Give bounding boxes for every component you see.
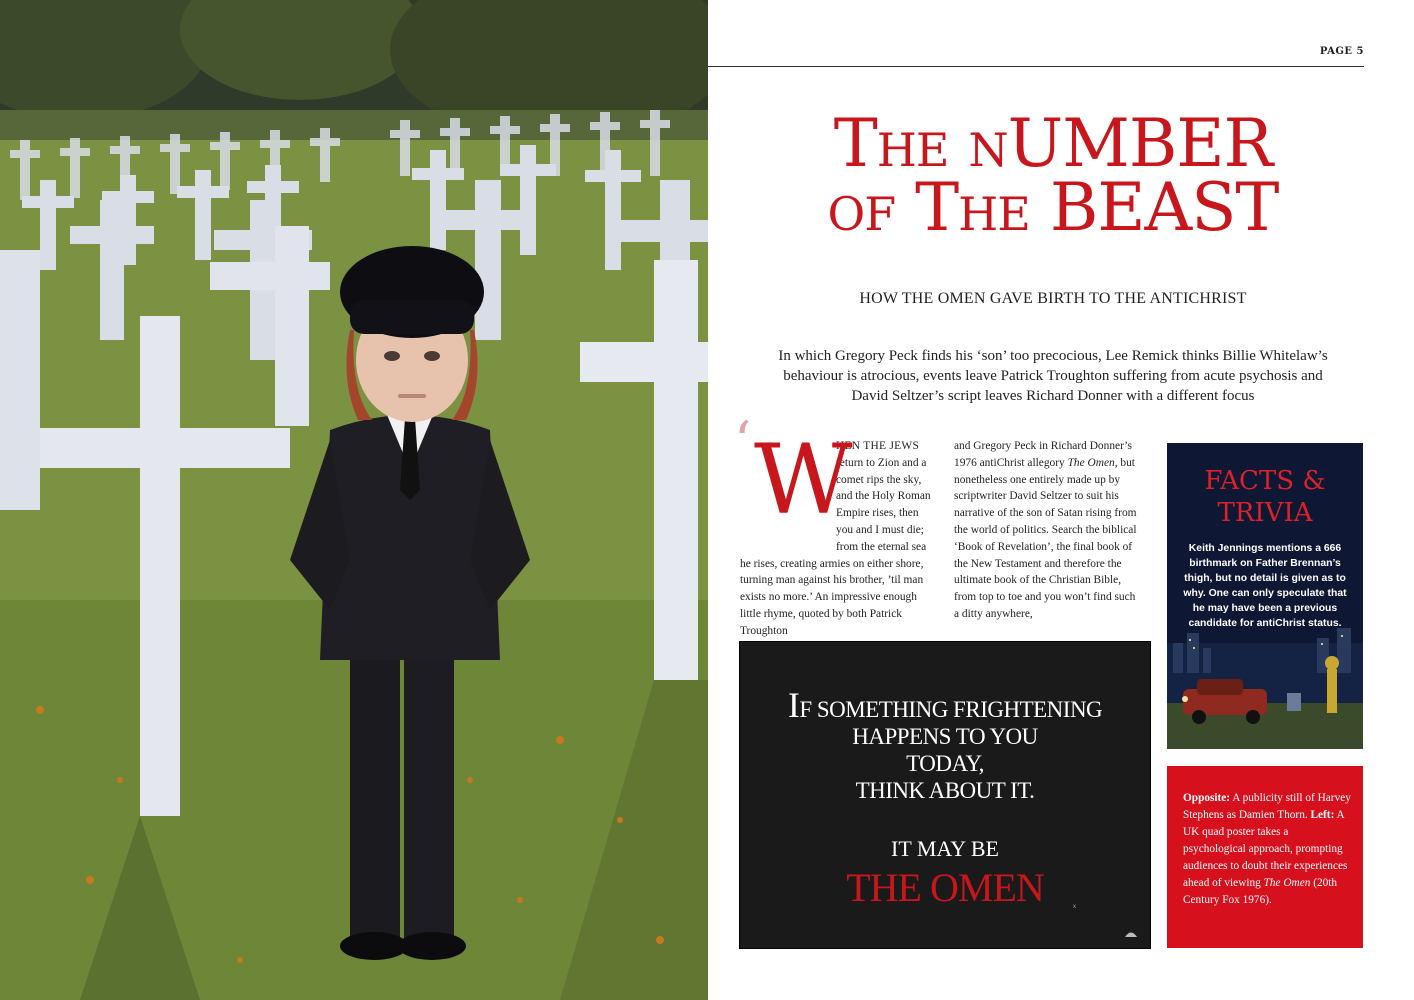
subheading: HOW THE OMEN GAVE BIRTH TO THE ANTICHRIST — [859, 290, 1247, 307]
facts-title — [1167, 465, 1363, 529]
article-column-2 — [954, 438, 1140, 623]
caption-text-2: A UK quad poster takes a psychological approach, prompting audiences to doubt their experiences ahead of viewing — [1183, 809, 1348, 889]
facts-trivia-box — [1167, 443, 1363, 749]
headline — [740, 105, 1366, 246]
standfirst: In which Gregory Peck finds his ‘son’ too precocious, Lee Remick thinks Billie Whitelaw’s behaviour is atrocious, events leave Patrick Troughton suffering from acute psychosis and David Seltzer’s script leaves Richard Donner with a different focus — [778, 348, 1328, 404]
poster-it-may-be: IT MAY BE — [891, 836, 999, 861]
caption-label-opposite: Opposite: — [1183, 792, 1231, 804]
headline-line-2: of The BEAST — [827, 169, 1279, 246]
poster-rating: x — [1073, 904, 1076, 910]
poster-tagline-line-4: THINK ABOUT IT. — [855, 778, 1035, 803]
caption-label-left: Left: — [1310, 809, 1335, 821]
headline-line-1: The nUMBER — [833, 105, 1273, 182]
poster-tagline — [740, 685, 1150, 804]
lead-in-caps: HEN THE JEWS — [836, 440, 920, 452]
header-rule — [708, 66, 1364, 67]
facts-title-line-1: FACTS & — [1204, 466, 1326, 496]
drop-cap-block — [734, 410, 853, 542]
poster-tagline-initial: I — [787, 685, 800, 725]
poster-film-title: THE OMEN — [846, 865, 1044, 910]
page-number: PAGE 5 — [1319, 46, 1364, 57]
poster-tagline-line-1: F SOMETHING FRIGHTENING — [799, 697, 1103, 722]
film-title-italic: The Omen — [1067, 456, 1115, 469]
photo-caption-box — [1167, 766, 1363, 948]
article-text-col1: return to Zion and a comet rips the sky, and the Holy Roman Empire rises, then you and I must die; from the eternal sea he rises, creating armies on either shore, turning man against his brother, ’til man exists no more.’ An impressive enough little rhyme, quoted by both Patrick Troughton — [740, 456, 931, 637]
caption-text-3: (20th Century Fox 1976). — [1183, 877, 1338, 906]
facts-title-line-2: TRIVIA — [1217, 498, 1313, 528]
uk-quad-poster — [740, 642, 1150, 948]
article-text-col2-b: , but nonetheless one entirely made up by scriptwriter David Seltzer to suit his narrative of the son of Satan rising from the world of politics. Search the biblical ‘Book of Revelation’, the final book of the New Testament and therefore the ultimate book of the Christian Bible, from top to toe and you won’t find such a ditty anywhere, — [954, 456, 1137, 620]
poster-tagline-line-2: HAPPENS TO YOU — [852, 724, 1038, 749]
drop-cap: W — [754, 424, 853, 536]
caption-film-title: The Omen — [1263, 877, 1311, 889]
studio-logo-icon — [1124, 928, 1138, 938]
opening-quote-mark: ‘ — [734, 410, 752, 473]
poster-tagline-line-3: TODAY, — [906, 751, 984, 776]
facts-body: Keith Jennings mentions a 666 birthmark on Father Brennan’s thigh, but no detail is given as to why. One can only speculate that he may have been a previous candidate for antiChrist status. — [1183, 543, 1347, 629]
article-column-1 — [734, 410, 934, 640]
caption-text-1: A publicity still of Harvey Stephens as Damien Thorn. — [1183, 792, 1351, 821]
article-text-col2-a: and Gregory Peck in Richard Donner’s 1976 antiChrist allegory — [954, 440, 1132, 469]
caption-text — [1183, 790, 1351, 909]
